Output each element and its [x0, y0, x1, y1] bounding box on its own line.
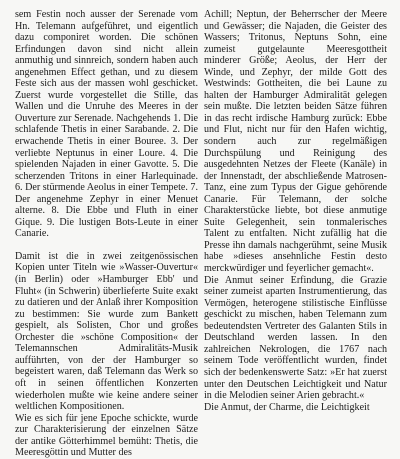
- paragraph-galant-style: Die Anmut seiner Erfindung, die Grazie seiner zumeist aparten Instrumentierung, das Vermögen, heterogene stilistische Einflüsse geschickt zu mischen, haben Telemann zum bedeutendsten Vertreter des Galanten Stils in Deutschland werden lassen. In den zahlreichen Nekrologen, die 1767 nach seinem Tode veröffentlicht wurden, findet sich der bedenkenswerte Satz: »Er hat zuerst unter den Deutschen Leichtigkeit und Natur in die Melodien seiner Arien gebracht.«: [204, 274, 387, 402]
- paragraph-festin-description: sem Festin noch ausser der Serenade vom Hn. Telemann aufgeführet, und eigentlich dazu componiret worden. Die schönen Erfindungen davon sind nicht allein anmuthig und sinnreich, sondern haben auch angenehmen Effect gethan, und zu diesem Feste sich aus der massen wohl geschicket. Zuerst wurde vorgestellet die Stille, das Wallen und die Unruhe des Meeres in der Ouverture zur Serenade. Nachgehends 1. Die schlafende Thetis in einer Sarabande. 2. Die erwachende Thetis in einer Bouree. 3. Der verliebte Neptunus in einer Loure. 4. Die spielenden Najaden in einer Gavotte. 5. Die scherzenden Tritons in einer Harlequinade. 6. Der stürmende Aeolus in einer Tempete. 7. Der angenehme Zephyr in einer Menuet alterne. 8. Die Ebbe und Fluth in einer Gique. 9. Die lustigen Bots-Leute in einer Canarie.: [15, 9, 198, 240]
- paragraph-gods-description: Achill; Neptun, der Beherrscher der Meere und Gewässer; die Najaden, die Geister des Wassers; Tritonus, Neptuns Sohn, eine zumeist gutgelaunte Meeresgottheit minderer Größe; Aeolus, der Herr der Winde, und Zephyr, der milde Gott des Westwinds: Gottheiten, die bei Laune zu halten der Hamburger Admiralität gelegen sein mußte. Die letzten beiden Sätze führen in das recht irdische Hamburg zurück: Ebbe und Flut, nicht nur für den Hafen wichtig, sondern auch zur regelmäßigen Durchspülung und Reinigung des ausgedehnten Netzes der Fleete (Kanäle) in der Innenstadt, der abschließende Matrosen-Tanz, eine zum Typus der Gigue gehörende Canarie. Für Telemann, der solche Charakterstücke liebte, bot diese anmutige Suite Gelegenheit, sein tonmalerisches Talent zu entfalten. Nicht zufällig hat die Presse ihn damals nachgerühmt, seine Musik habe »dieses ansehnliche Festin desto merckwürdiger und feyerlicher gemacht«.: [204, 9, 387, 275]
- left-text-column: [15, 9, 198, 459]
- paragraph-dating-suite: Damit ist die in zwei zeitgenössischen Kopien unter Titeln wie »Wasser-Ouvertur« (in Berlin) oder »Hamburger Ebb' und Fluht« (in Schwerin) überlieferte Suite exakt zu datieren und der Anlaß ihrer Komposition zu bestimmen: Sie wurde zum Bankett gespielt, als Solisten, Chor und großes Orchester die »schöne Composition« der Telemannschen Admiralitäts-Musik aufführten, von der der Hamburger so begeistert waren, daß Telemann das Werk so oft in seinen öffentlichen Konzerten wiederholen mußte wie keine andere seiner weltlichen Kompositionen.: [15, 250, 198, 413]
- paragraph-anmut-continuation: Die Anmut, der Charme, die Leichtigkeit: [204, 401, 370, 413]
- right-text-column: [204, 9, 387, 413]
- paragraph-characterization: Wie es sich für jene Epoche schickte, wurde zur Charakterisierung der einzelnen Sätze der antike Götterhimmel bemüht: Thetis, die Meeresgöttin und Mutter des: [15, 412, 198, 459]
